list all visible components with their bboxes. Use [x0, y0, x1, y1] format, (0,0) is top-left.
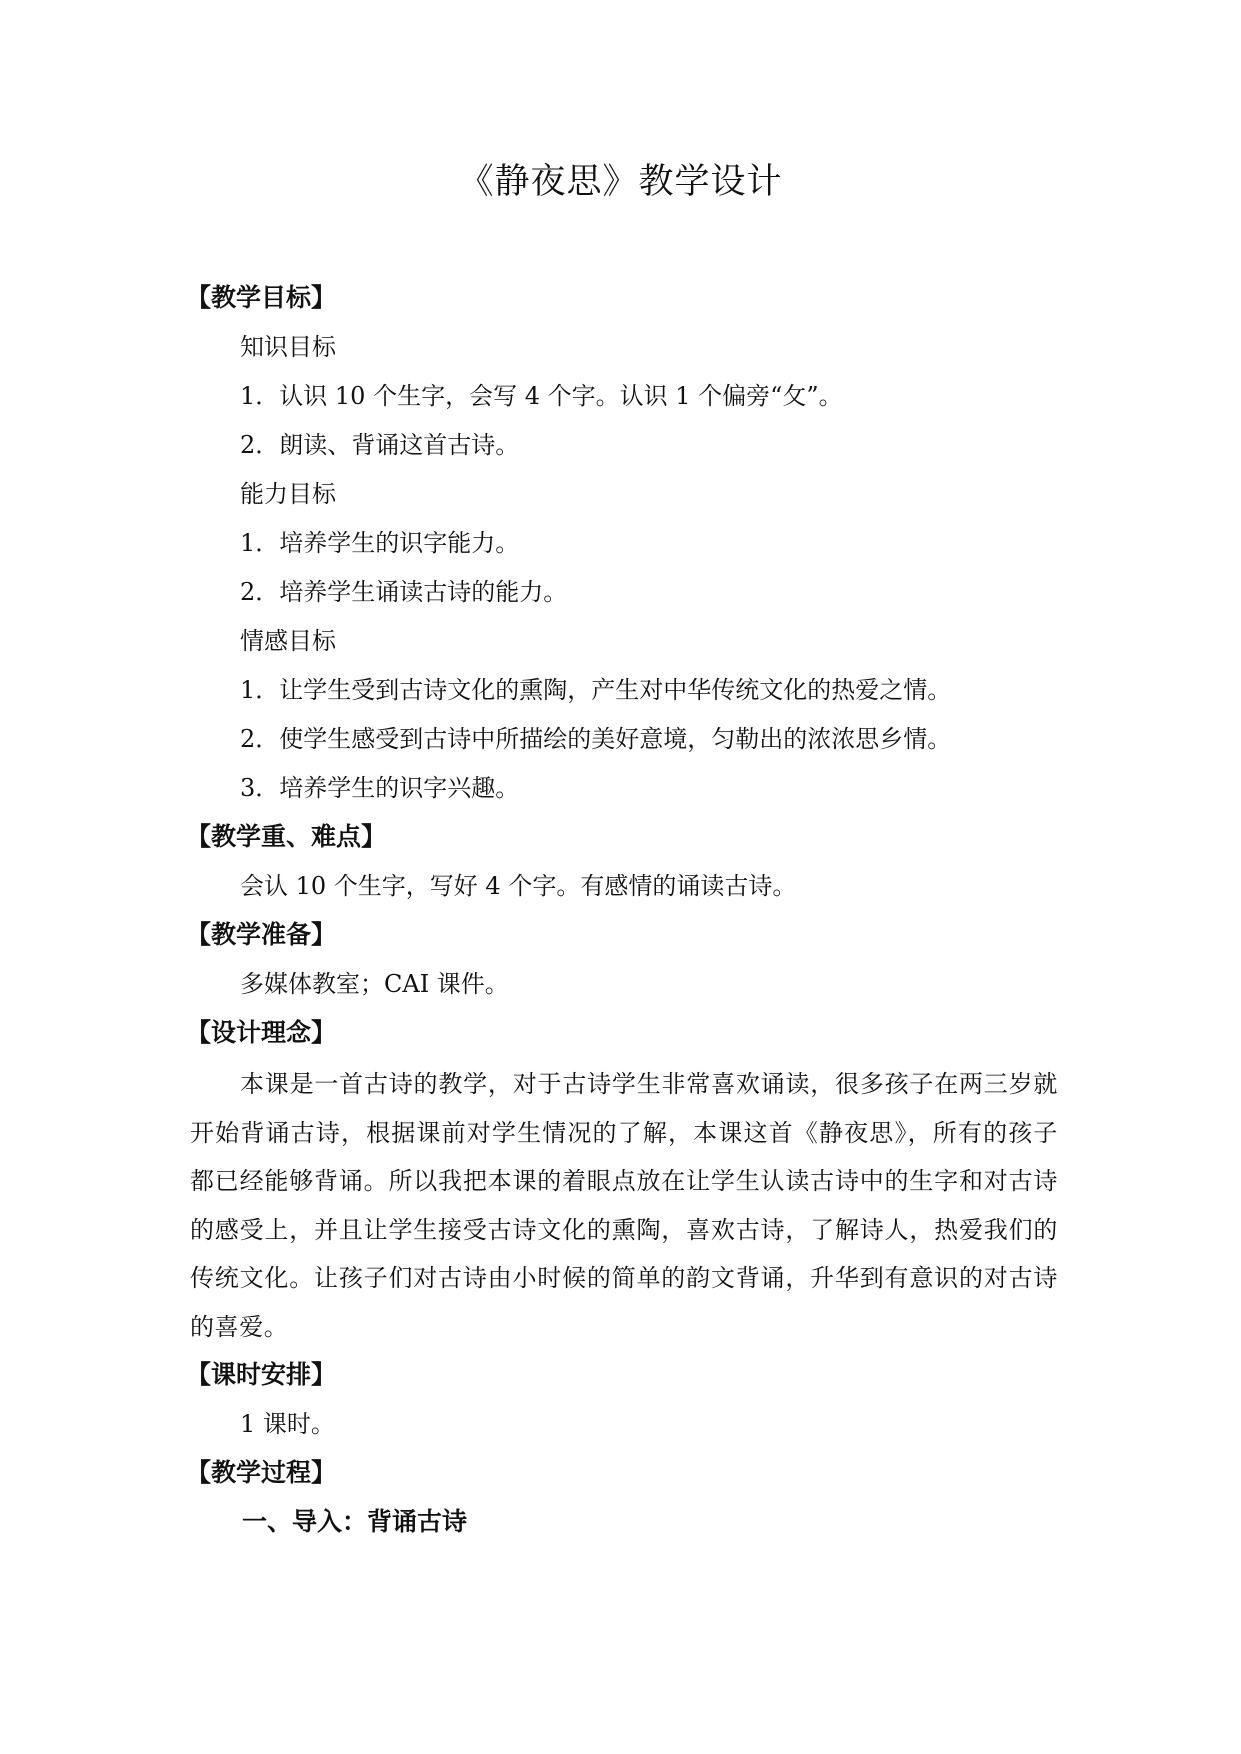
key-points-text: 会认 10 个生字，写好 4 个字。有感情的诵读古诗。: [240, 872, 797, 900]
list-item: 3．培养学生的识字兴趣。: [240, 774, 520, 802]
section-heading-process: 【教学过程】: [186, 1458, 337, 1487]
section-heading-concept: 【设计理念】: [186, 1018, 337, 1047]
concept-paragraph: 本课是一首古诗的教学，对于古诗学生非常喜欢诵读，很多孩子在两三岁就开始背诵古诗，根据课前对学生情况的了解，本课这首《静夜思》，所有的孩子都已经能够背诵。所以我把本课的着眼点放在让学生认读古诗中的生字和对古诗的感受上，并且让学生接受古诗文化的熏陶，喜欢古诗，了解诗人，热爱我们的传统文化。让孩子们对古诗由小时候的简单的韵文背诵，升华到有意识的对古诗的喜爱。: [190, 1070, 1058, 1341]
preparation-text: 多媒体教室；CAI 课件。: [240, 970, 509, 998]
section-heading-preparation: 【教学准备】: [186, 920, 337, 949]
subheading-emotion-objectives: 情感目标: [240, 627, 336, 655]
section-heading-objectives: 【教学目标】: [186, 283, 337, 312]
list-item: 1．让学生受到古诗文化的熏陶，产生对中华传统文化的热爱之情。: [240, 676, 952, 704]
process-step-heading: 一、导入：背诵古诗: [242, 1507, 468, 1536]
document-title: 《静夜思》教学设计: [458, 162, 783, 202]
list-item: 1．认识 10 个生字，会写 4 个字。认识 1 个偏旁“攵”。: [240, 382, 843, 410]
list-item: 1．培养学生的识字能力。: [240, 529, 520, 557]
list-item: 2．使学生感受到古诗中所描绘的美好意境，匀勒出的浓浓思乡情。: [240, 725, 952, 753]
schedule-text: 1 课时。: [240, 1410, 335, 1438]
section-heading-key-points: 【教学重、难点】: [186, 822, 387, 851]
list-item: 2．朗读、背诵这首古诗。: [240, 431, 520, 459]
subheading-knowledge-objectives: 知识目标: [240, 333, 336, 361]
list-item: 2．培养学生诵读古诗的能力。: [240, 578, 568, 606]
section-heading-schedule: 【课时安排】: [186, 1360, 337, 1389]
subheading-ability-objectives: 能力目标: [240, 480, 336, 508]
